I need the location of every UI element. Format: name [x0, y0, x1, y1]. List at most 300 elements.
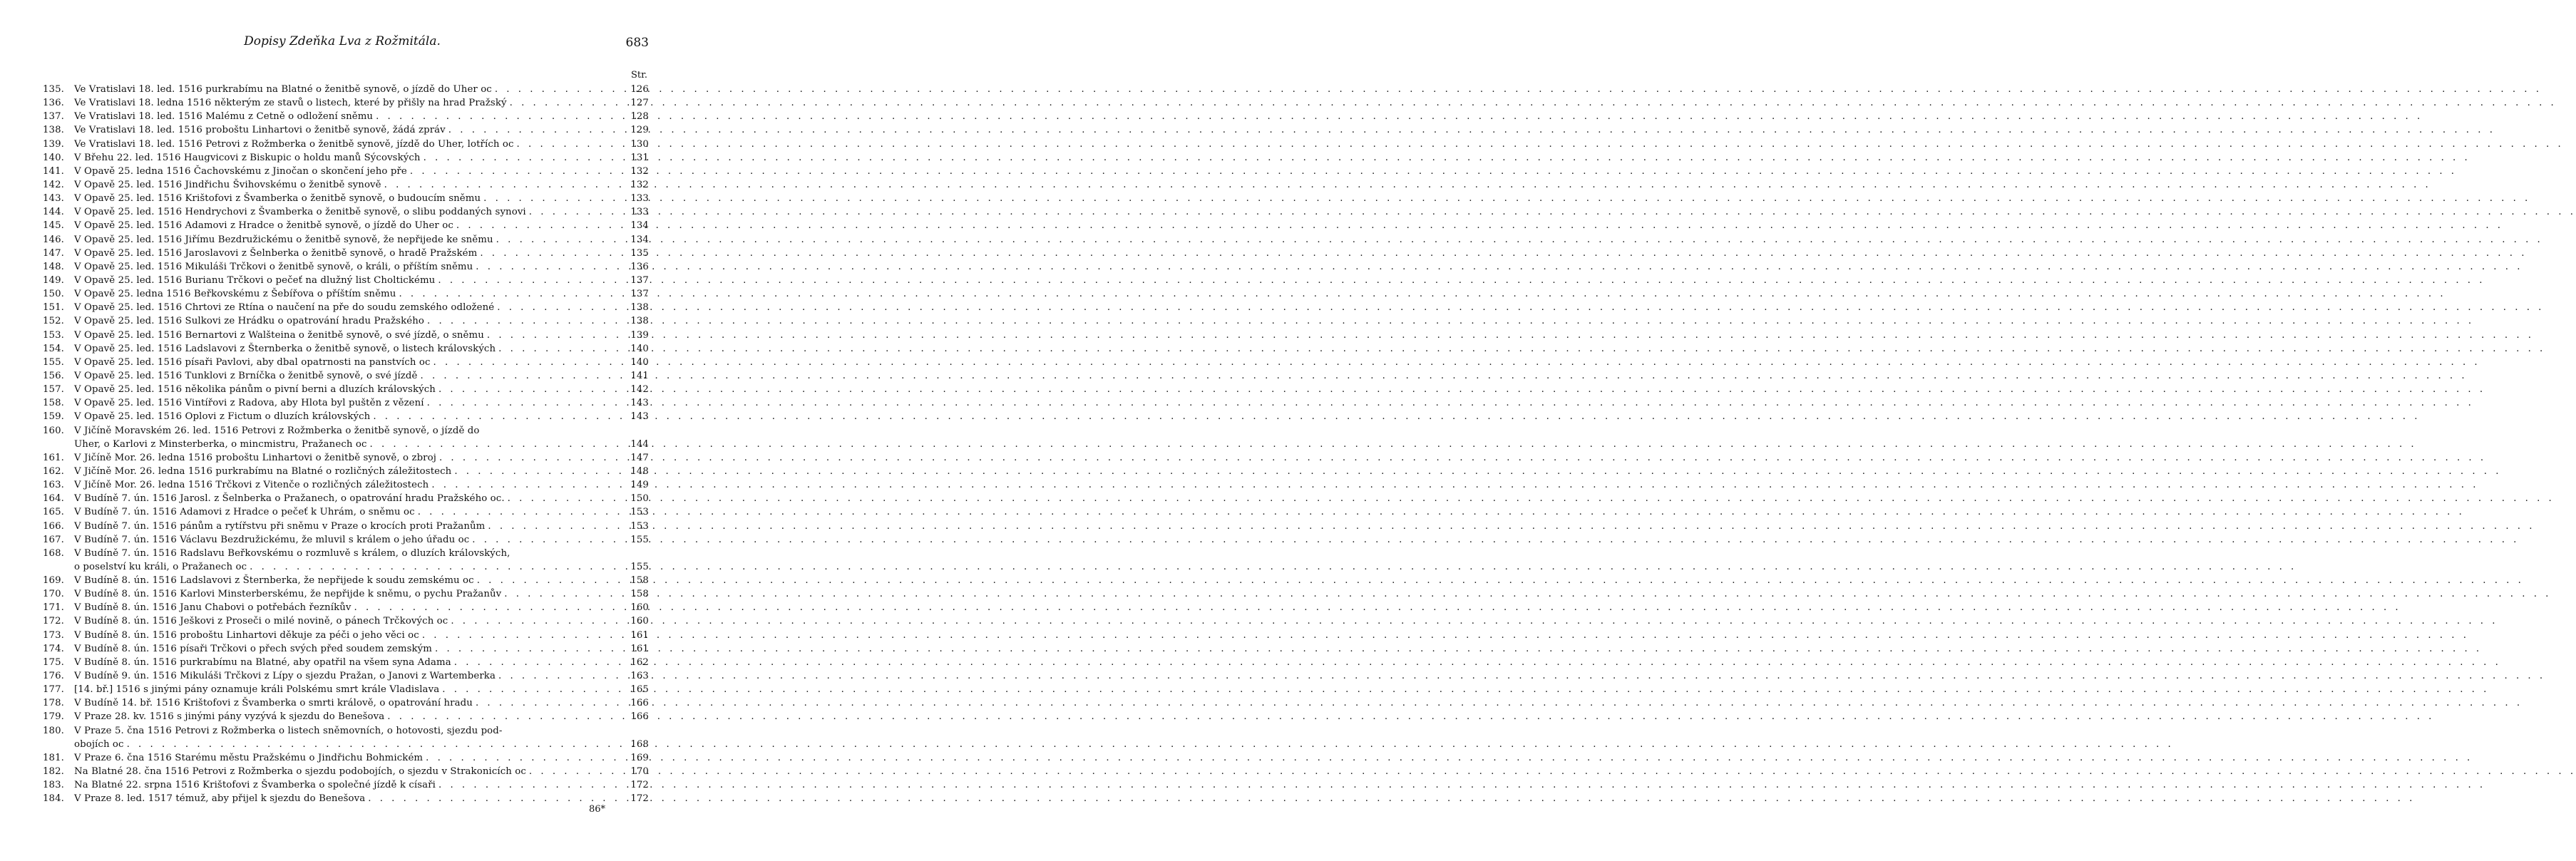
- leader-dots: [415, 505, 625, 519]
- entry-line: [43, 138, 649, 151]
- list-item: [43, 533, 649, 547]
- leader-dots: [407, 165, 625, 178]
- entry-text: Ve Vratislavi 18. led. 1516 Malému z Cetně o odložení sněmu: [74, 111, 374, 123]
- entry-page-number: 147: [630, 452, 649, 463]
- list-item: [43, 587, 649, 601]
- entry-page-number: 129: [630, 125, 649, 136]
- entry-number: 161.: [43, 452, 65, 463]
- entry-page-number: 137: [630, 274, 649, 286]
- entry-line: [43, 219, 649, 232]
- entry-number: 156.: [43, 370, 65, 381]
- leader-dots: [496, 342, 625, 356]
- entry-page-number: 138: [630, 316, 649, 327]
- entry-number: 169.: [43, 575, 65, 587]
- entry-number: 137.: [43, 111, 65, 123]
- entry-line: [43, 520, 649, 533]
- list-item: [43, 396, 649, 410]
- entry-line: [43, 683, 649, 696]
- leader-dots: [477, 247, 625, 260]
- entry-line: [43, 165, 649, 178]
- entry-number: 157.: [43, 384, 65, 396]
- list-item: [43, 110, 649, 123]
- entry-page-number: 138: [630, 302, 649, 314]
- table-of-contents: [43, 83, 649, 805]
- entry-text: V Praze 5. čna 1516 Petrovi z Rožmberka o listech sněmovních, o hotovosti, sjezdu pod-: [74, 725, 503, 736]
- entry-number: 176.: [43, 671, 65, 682]
- list-item: [43, 451, 649, 465]
- leader-dots: [474, 574, 625, 587]
- entry-line: [43, 123, 649, 137]
- list-item: [43, 696, 649, 710]
- entry-page-number: 158: [630, 575, 649, 587]
- list-item: [43, 165, 649, 178]
- entry-line: [43, 260, 649, 274]
- leader-dots: [423, 751, 625, 765]
- entry-continuation-line: [43, 738, 649, 751]
- entry-page-number: 172: [630, 780, 649, 791]
- entry-page-number: 161: [630, 629, 649, 641]
- entry-page-number: 158: [630, 589, 649, 600]
- entry-text: V Opavě 25. led. 1516 Jaroslavovi z Šelnberka o ženitbě synově, o hradě Pražském: [74, 247, 478, 259]
- list-item: [43, 369, 649, 383]
- entry-text: V Opavě 25. led. 1516 Tunklovi z Brníčka o ženitbě synově, o své jízdě: [74, 370, 418, 381]
- entry-line: [43, 96, 649, 110]
- list-item: [43, 792, 649, 805]
- leader-dots: [473, 696, 625, 710]
- running-title: Dopisy Zdeňka Lva z Rožmitála.: [244, 34, 441, 48]
- entry-page-number: 150: [630, 493, 649, 505]
- entry-page-number: 155: [630, 561, 649, 572]
- entry-page-number: 169: [630, 752, 649, 763]
- entry-text: V Jičíně Mor. 26. ledna 1516 purkrabímu na Blatné o rozličných záležitostech: [74, 465, 452, 477]
- entry-page-number: 148: [630, 465, 649, 477]
- entry-text: V Břehu 22. led. 1516 Haugvicovi z Biskupic o holdu manů Sýcovských: [74, 152, 421, 163]
- entry-text: V Budíně 7. ún. 1516 Jarosl. z Šelnberka o Pražanech, o opatrování hradu Pražského oc.: [74, 493, 505, 505]
- entry-number: 181.: [43, 752, 65, 763]
- entry-page-number: 133: [630, 207, 649, 218]
- leader-dots: [494, 301, 625, 314]
- printer-signature: 86*: [589, 804, 606, 815]
- leader-dots: [124, 738, 625, 751]
- leader-dots: [436, 778, 625, 792]
- entry-number: 158.: [43, 398, 65, 409]
- entry-text: V Opavě 25. led. 1516 Bernartovi z Walšteina o ženitbě synově, o své jízdě, o sněmu: [74, 329, 484, 341]
- leader-dots: [431, 356, 625, 369]
- entry-number: 144.: [43, 207, 65, 218]
- entry-page-number: 133: [630, 193, 649, 205]
- entry-text: V Opavě 25. led. 1516 Krištofovi z Švamberka o ženitbě synově, o budoucím sněmu: [74, 193, 481, 205]
- entry-number: 182.: [43, 766, 65, 778]
- list-item: [43, 83, 649, 96]
- list-item: [43, 424, 649, 451]
- entry-page-number: 132: [630, 165, 649, 177]
- leader-dots: [421, 151, 625, 165]
- entry-page-number: 127: [630, 98, 649, 109]
- list-item: [43, 710, 649, 723]
- leader-dots: [496, 669, 625, 683]
- leader-dots: [492, 83, 625, 96]
- list-item: [43, 629, 649, 642]
- leader-dots: [367, 438, 625, 451]
- entry-text: Ve Vratislavi 18. led. 1516 purkrabímu na Blatné o ženitbě synově, o jízdě do Uher oc: [74, 84, 492, 95]
- entry-text: V Opavě 25. led. 1516 Vintířovi z Radova, aby Hlota byl puštěn z vězení: [74, 398, 424, 409]
- entry-page-number: 135: [630, 247, 649, 259]
- entry-number: 148.: [43, 261, 65, 272]
- entry-line: [43, 751, 649, 765]
- list-item: [43, 123, 649, 137]
- entry-line: [43, 669, 649, 683]
- entry-text: V Opavě 25. led. 1516 Jiřímu Bezdružickému o ženitbě synově, že nepřijede ke sněmu: [74, 234, 493, 245]
- entry-page-number: 161: [630, 643, 649, 654]
- entry-text: V Budíně 7. ún. 1516 Václavu Bezdružickému, že mluvil s králem o jeho úřadu oc: [74, 534, 470, 545]
- entry-text: V Budíně 8. ún. 1516 purkrabímu na Blatné, aby opatřil na všem syna Adama: [74, 656, 451, 668]
- entry-line: [43, 656, 649, 669]
- leader-dots: [384, 710, 625, 723]
- entry-page-number: 134: [630, 220, 649, 232]
- leader-dots: [451, 656, 625, 669]
- entry-text: Ve Vratislavi 18. ledna 1516 některým ze stavů o listech, které by přišly na hrad Pražský: [74, 98, 507, 109]
- entry-line: [43, 424, 649, 438]
- leader-dots: [526, 765, 625, 778]
- entry-number: 162.: [43, 465, 65, 477]
- leader-dots: [473, 260, 625, 274]
- entry-page-number: 166: [630, 698, 649, 709]
- entry-text: V Opavě 25. led. 1516 Adamovi z Hradce o ženitbě synově, o jízdě do Uher oc: [74, 220, 453, 232]
- entry-text: V Opavě 25. led. 1516 Sulkovi ze Hrádku o opatrování hradu Pražského: [74, 316, 424, 327]
- leader-dots: [424, 314, 625, 328]
- entry-page-number: 172: [630, 793, 649, 805]
- leader-dots: [396, 287, 625, 301]
- list-item: [43, 96, 649, 110]
- entry-page-number: 134: [630, 234, 649, 245]
- entry-line: [43, 778, 649, 792]
- entry-page-number: 168: [630, 738, 649, 750]
- list-item: [43, 520, 649, 533]
- entry-text: V Budíně 7. ún. 1516 pánům a rytířstvu při sněmu v Praze o krocích proti Pražanům: [74, 520, 486, 532]
- entry-number: 140.: [43, 152, 65, 163]
- list-item: [43, 383, 649, 396]
- entry-page-number: 144: [630, 438, 649, 450]
- entry-line: [43, 724, 649, 738]
- list-item: [43, 751, 649, 765]
- leader-dots: [505, 492, 625, 505]
- entry-text: V Budíně 8. ún. 1516 Ješkovi z Proseči o milé novině, o pánech Trčkových oc: [74, 616, 448, 627]
- list-item: [43, 601, 649, 614]
- entry-page-number: 139: [630, 329, 649, 341]
- entry-number: 151.: [43, 302, 65, 314]
- entry-text: Ve Vratislavi 18. led. 1516 Petrovi z Rožmberka o ženitbě synově, jízdě do Uher, lotřích oc: [74, 138, 514, 150]
- leader-dots: [365, 792, 625, 805]
- entry-text: V Praze 6. čna 1516 Starému městu Pražskému o Jindřichu Bohmickém: [74, 752, 424, 763]
- entry-number: 175.: [43, 656, 65, 668]
- entry-line: [43, 478, 649, 492]
- entry-text: V Opavě 25. led. 1516 Ladslavovi z Šternberka o ženitbě synově, o listech královských: [74, 343, 496, 354]
- leader-dots: [485, 520, 625, 533]
- leader-dots: [453, 219, 625, 232]
- leader-dots: [247, 560, 625, 574]
- list-item: [43, 233, 649, 247]
- entry-page-number: 143: [630, 398, 649, 409]
- list-item: [43, 192, 649, 205]
- list-item: [43, 178, 649, 192]
- entry-number: 179.: [43, 711, 65, 723]
- entry-page-number: 141: [630, 370, 649, 381]
- entry-number: 145.: [43, 220, 65, 232]
- entry-number: 183.: [43, 780, 65, 791]
- list-item: [43, 219, 649, 232]
- leader-dots: [429, 478, 625, 492]
- list-item: [43, 724, 649, 751]
- entry-line: [43, 629, 649, 642]
- entry-text: V Opavě 25. led. 1516 Jindřichu Švihovskému o ženitbě synově: [74, 179, 381, 190]
- entry-number: 170.: [43, 589, 65, 600]
- entry-number: 146.: [43, 234, 65, 245]
- entry-page-number: 155: [630, 534, 649, 545]
- entry-text: Na Blatné 22. srpna 1516 Krištofovi z Švamberka o společné jízdě k císaři: [74, 780, 436, 791]
- entry-line: [43, 451, 649, 465]
- entry-number: 180.: [43, 725, 65, 736]
- entry-number: 174.: [43, 643, 65, 654]
- entry-page-number: 149: [630, 480, 649, 491]
- entry-line: [43, 329, 649, 342]
- leader-dots: [501, 587, 625, 601]
- entry-number: 167.: [43, 534, 65, 545]
- list-item: [43, 574, 649, 587]
- entry-text: V Budíně 8. ún. 1516 písaři Trčkovi o přech svých před soudem zemským: [74, 643, 432, 654]
- entry-line: [43, 792, 649, 805]
- entry-number: 155.: [43, 356, 65, 368]
- page-column-label: Str.: [630, 70, 647, 81]
- list-item: [43, 138, 649, 151]
- entry-number: 184.: [43, 793, 65, 805]
- entry-page-number: 162: [630, 656, 649, 668]
- entry-number: 153.: [43, 329, 65, 341]
- entry-line: [43, 314, 649, 328]
- entry-number: 160.: [43, 425, 65, 436]
- leader-dots: [373, 110, 625, 123]
- entry-number: 178.: [43, 698, 65, 709]
- list-item: [43, 287, 649, 301]
- leader-dots: [481, 192, 625, 205]
- entry-number: 177.: [43, 684, 65, 696]
- leader-dots: [469, 533, 625, 547]
- list-item: [43, 274, 649, 287]
- list-item: [43, 492, 649, 505]
- entry-number: 165.: [43, 507, 65, 518]
- entry-page-number: 136: [630, 261, 649, 272]
- list-item: [43, 778, 649, 792]
- leader-dots: [351, 601, 625, 614]
- entry-text: Uher, o Karlovi z Minsterberka, o mincmistru, Pražanech oc: [74, 438, 367, 450]
- entry-text: V Opavě 25. led. 1516 Mikuláši Trčkovi o ženitbě synově, o králi, o příštím sněmu: [74, 261, 473, 272]
- entry-number: 164.: [43, 493, 65, 505]
- leader-dots: [507, 96, 625, 110]
- entry-text: V Budíně 8. ún. 1516 Karlovi Minsterberskému, že nepřijde k sněmu, o pychu Pražanův: [74, 589, 502, 600]
- entry-continuation-line: [43, 560, 649, 574]
- entry-line: [43, 83, 649, 96]
- entry-line: [43, 765, 649, 778]
- entry-text: V Budíně 8. ún. 1516 Ladslavovi z Šternberka, že nepřijede k soudu zemskému oc: [74, 575, 474, 587]
- entry-text: V Opavě 25. led. 1516 Burianu Trčkovi o pečeť na dlužný list Choltickému: [74, 274, 436, 286]
- entry-text: V Opavě 25. led. 1516 Hendrychovi z Švamberka o ženitbě synově, o slibu poddaných synovi: [74, 207, 526, 218]
- list-item: [43, 260, 649, 274]
- list-item: [43, 505, 649, 519]
- leader-dots: [370, 410, 625, 423]
- entry-line: [43, 233, 649, 247]
- entry-text: Ve Vratislavi 18. led. 1516 proboštu Linhartovi o ženitbě synově, žádá zpráv: [74, 125, 446, 136]
- list-item: [43, 478, 649, 492]
- leader-dots: [417, 369, 625, 383]
- entry-number: 149.: [43, 274, 65, 286]
- entry-page-number: 131: [630, 152, 649, 163]
- entry-page-number: 160: [630, 616, 649, 627]
- leader-dots: [446, 123, 625, 137]
- entry-page-number: 170: [630, 766, 649, 778]
- list-item: [43, 205, 649, 219]
- list-item: [43, 765, 649, 778]
- entry-number: 171.: [43, 602, 65, 614]
- list-item: [43, 642, 649, 656]
- entry-number: 139.: [43, 138, 65, 150]
- leader-dots: [493, 233, 625, 247]
- entry-page-number: 142: [630, 384, 649, 396]
- entry-page-number: 132: [630, 179, 649, 190]
- entry-number: 150.: [43, 289, 65, 300]
- entry-page-number: 130: [630, 138, 649, 150]
- list-item: [43, 314, 649, 328]
- entry-text: o poselství ku králi, o Pražanech oc: [74, 561, 247, 572]
- entry-page-number: 143: [630, 411, 649, 423]
- leader-dots: [448, 614, 625, 628]
- entry-number: 143.: [43, 193, 65, 205]
- leader-dots: [526, 205, 625, 219]
- page-number: 683: [625, 36, 649, 50]
- entry-line: [43, 492, 649, 505]
- entry-text: V Opavě 25. ledna 1516 Beřkovskému z Šebířova o příštím sněmu: [74, 289, 396, 300]
- entry-page-number: 140: [630, 343, 649, 354]
- entry-text: V Jičíně Moravském 26. led. 1516 Petrovi z Rožmberka o ženitbě synově, o jízdě do: [74, 425, 480, 436]
- entry-line: [43, 205, 649, 219]
- entry-page-number: 137: [630, 289, 649, 300]
- entry-line: [43, 710, 649, 723]
- entry-number: 138.: [43, 125, 65, 136]
- entry-text: V Opavě 25. led. 1516 Chrtovi ze Rtína o naučení na pře do soudu zemského odložené: [74, 302, 495, 314]
- leader-dots: [381, 178, 625, 192]
- list-item: [43, 329, 649, 342]
- entry-number: 152.: [43, 316, 65, 327]
- entry-line: [43, 410, 649, 423]
- entry-page-number: 153: [630, 507, 649, 518]
- list-item: [43, 669, 649, 683]
- list-item: [43, 342, 649, 356]
- entry-line: [43, 287, 649, 301]
- entry-line: [43, 247, 649, 260]
- list-item: [43, 301, 649, 314]
- entry-number: 159.: [43, 411, 65, 423]
- list-item: [43, 151, 649, 165]
- entry-line: [43, 465, 649, 478]
- entry-text: V Opavě 25. led. 1516 několika pánům o pivní berni a dluzích královských: [74, 384, 436, 396]
- entry-text: V Jičíně Mor. 26. ledna 1516 proboštu Linhartovi o ženitbě synově, o zbroj: [74, 452, 436, 463]
- entry-line: [43, 696, 649, 710]
- entry-line: [43, 642, 649, 656]
- leader-dots: [436, 451, 625, 465]
- entry-text: V Budíně 9. ún. 1516 Mikuláši Trčkovi z Lípy o sjezdu Pražan, o Janovi z Wartemberka: [74, 671, 496, 682]
- entry-text: V Opavě 25. led. 1516 Oplovi z Fictum o dluzích královských: [74, 411, 371, 423]
- entry-line: [43, 587, 649, 601]
- entry-text: V Opavě 25. led. 1516 písaři Pavlovi, aby dbal opatrnosti na panstvích oc: [74, 356, 431, 368]
- entry-line: [43, 369, 649, 383]
- list-item: [43, 683, 649, 696]
- entry-text: V Budíně 7. ún. 1516 Radslavu Beřkovskému o rozmluvě s králem, o dluzích královských,: [74, 547, 510, 559]
- running-head: [0, 34, 684, 51]
- entry-line: [43, 110, 649, 123]
- leader-dots: [432, 642, 625, 656]
- entry-text: [14. bř.] 1516 s jinými pány oznamuje králi Polskému smrt krále Vladislava: [74, 684, 440, 696]
- entry-number: 168.: [43, 547, 65, 559]
- entry-text: Na Blatné 28. čna 1516 Petrovi z Rožmberka o sjezdu podobojích, o sjezdu v Strakonicích oc: [74, 766, 526, 778]
- list-item: [43, 614, 649, 628]
- list-item: [43, 547, 649, 574]
- entry-line: [43, 151, 649, 165]
- leader-dots: [424, 396, 625, 410]
- entry-continuation-line: [43, 438, 649, 451]
- leader-dots: [451, 465, 625, 478]
- entry-number: 172.: [43, 616, 65, 627]
- entry-text: obojích oc: [74, 738, 124, 750]
- entry-page-number: 140: [630, 356, 649, 368]
- entry-text: V Budíně 7. ún. 1516 Adamovi z Hradce o pečeť k Uhrám, o sněmu oc: [74, 507, 415, 518]
- entry-line: [43, 178, 649, 192]
- entry-number: 141.: [43, 165, 65, 177]
- entry-number: 136.: [43, 98, 65, 109]
- entry-text: V Budíně 14. bř. 1516 Krištofovi z Švamberka o smrti králově, o opatrování hradu: [74, 698, 473, 709]
- entry-line: [43, 601, 649, 614]
- entry-number: 166.: [43, 520, 65, 532]
- entry-text: V Opavě 25. ledna 1516 Čachovskému z Jinočan o skončení jeho pře: [74, 165, 407, 177]
- entry-page-number: 163: [630, 671, 649, 682]
- entry-text: V Jičíně Mor. 26. ledna 1516 Trčkovi z Vitenče o rozličných záležitostech: [74, 480, 429, 491]
- entry-text: V Budíně 8. ún. 1516 Janu Chabovi o potřebách řezníkův: [74, 602, 351, 614]
- list-item: [43, 656, 649, 669]
- entry-number: 154.: [43, 343, 65, 354]
- entry-text: V Budíně 8. ún. 1516 proboštu Linhartovi děkuje za péči o jeho věci oc: [74, 629, 419, 641]
- entry-line: [43, 396, 649, 410]
- entry-number: 163.: [43, 480, 65, 491]
- entry-page-number: 126: [630, 84, 649, 95]
- leader-dots: [419, 629, 625, 642]
- list-item: [43, 410, 649, 423]
- entry-page-number: 128: [630, 111, 649, 123]
- document-page: [0, 0, 684, 861]
- entry-line: [43, 614, 649, 628]
- list-item: [43, 465, 649, 478]
- list-item: [43, 247, 649, 260]
- leader-dots: [484, 329, 625, 342]
- entry-line: [43, 547, 649, 560]
- entry-page-number: 165: [630, 684, 649, 696]
- leader-dots: [435, 274, 625, 287]
- entry-line: [43, 574, 649, 587]
- entry-line: [43, 192, 649, 205]
- entry-page-number: 160: [630, 602, 649, 614]
- leader-dots: [436, 383, 625, 396]
- entry-number: 147.: [43, 247, 65, 259]
- entry-number: 142.: [43, 179, 65, 190]
- entry-line: [43, 356, 649, 369]
- entry-page-number: 153: [630, 520, 649, 532]
- entry-number: 135.: [43, 84, 65, 95]
